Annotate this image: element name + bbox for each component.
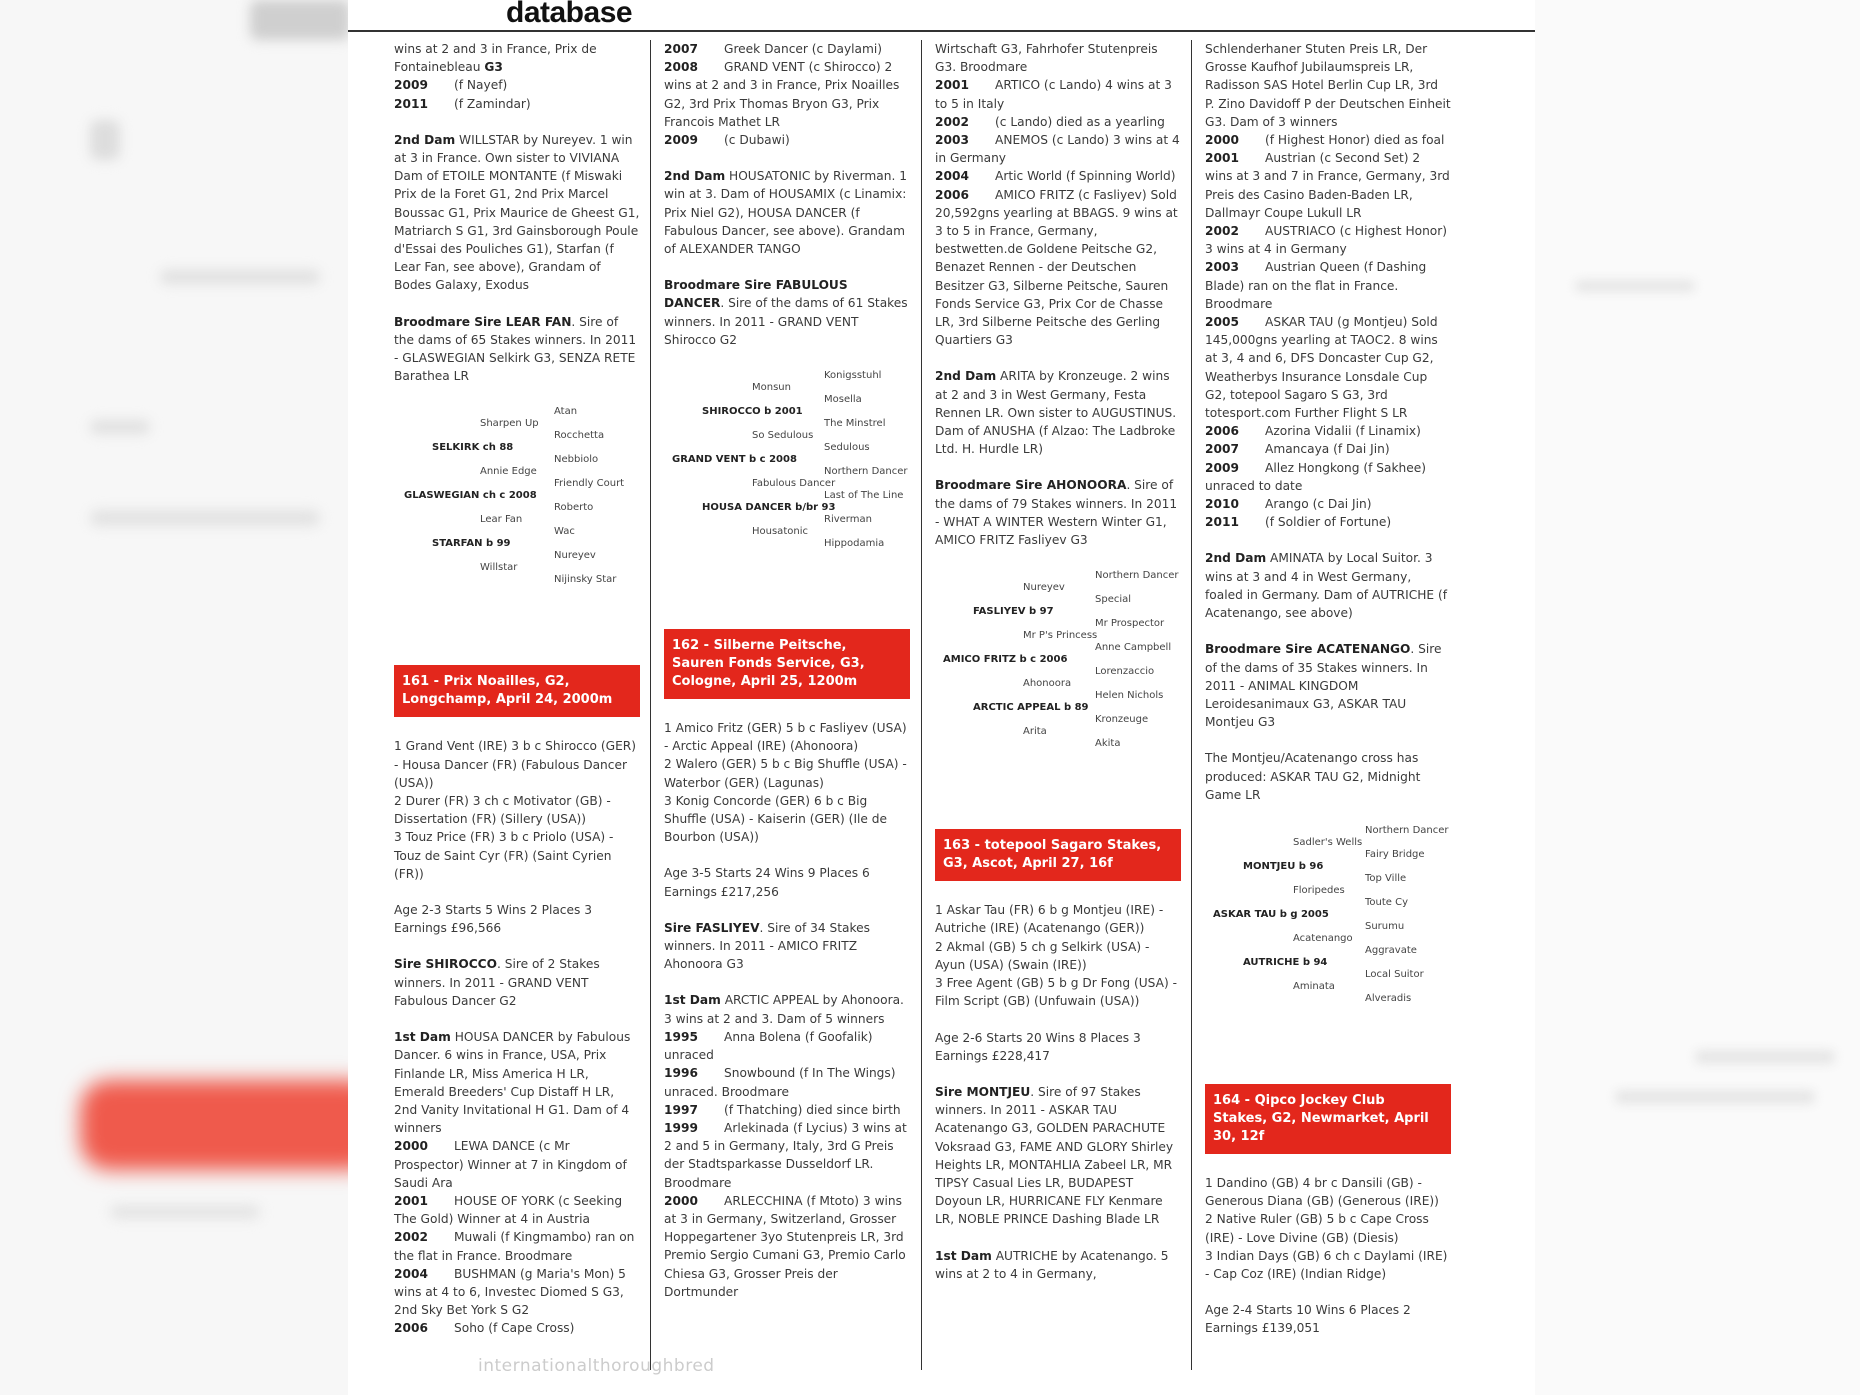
intro-text: wins at 2 and 3 in France, Prix de Fontainebleau G3 2009 (f Nayef) 2011 (f Zamindar) (394, 42, 597, 111)
sire-info: Sire MONTJEU. Sire of 97 Stakes winners. In 2011 - ASKAR TAU Acatenango G3, GOLDEN PARACHUTE Voksraad G3, FAME AND GLORY Shirley Heights LR, MONTAHLIA Zabeel LR, MR TIPSY Casual Lies LR, BUDAPEST Doyoun LR, HURRICANE FLY Kenmare LR, NOBLE PRINCE Dashing Blade LR (935, 1084, 1174, 1227)
second-dam: 2nd Dam HOUSATONIC by Riverman. 1 win at 3. Dam of HOUSAMIX (c Linamix: Prix Niel G2), HOUSA DANCER (f Fabulous Dancer, see above). Grandam of ALEXANDER TANGO (664, 169, 907, 257)
race-title-banner: 161 - Prix Noailles, G2, Longchamp, April 24, 2000m (394, 665, 640, 717)
masthead (348, 0, 1535, 32)
race-stats: Age 2-4 Starts 10 Wins 6 Places 2 Earnings £139,051 (1205, 1303, 1411, 1336)
broodmare-sire: Broodmare Sire FABULOUS DANCER. Sire of the dams of 61 Stakes winners. In 2011 - GRAND VENT Shirocco G2 (664, 278, 908, 347)
first-dam: 1st Dam AUTRICHE by Acatenango. 5 wins at 2 to 4 in Germany, (935, 1248, 1169, 1281)
race-results: 1 Dandino (GB) 4 br c Dansili (GB) - Generous Diana (GB) (Generous (IRE)) 2 Native Ruler (GB) 5 b c Cape Cross (IRE) - Love Divine (GB) (Diesis) 3 Indian Days (GB) 6 ch c Daylami (IRE) - Cap Coz (IRE) (Indian Ridge) (1205, 1175, 1448, 1281)
pedigree-chart: Northern Dancer Nureyev Special FASLIYEV b 97 Mr Prospector Mr P's Princess Anne Campbell AMICO FRITZ b c 2006 Lorenzaccio Ahonoora Helen Nichols ARCTIC APPEAL b 89 Kronzeuge Arita Akita (943, 570, 1179, 750)
magazine-page (348, 0, 1535, 1395)
column-divider (921, 40, 922, 1370)
race-title-banner: 162 - Silberne Peitsche, Sauren Fonds Service, G3, Cologne, April 25, 1200m (664, 629, 910, 699)
second-dam: 2nd Dam WILLSTAR by Nureyev. 1 win at 3 in France. Own sister to VIVIANA Dam of ETOILE MONTANTE (f Miswaki Prix de la Foret G1, 2nd Prix Marcel Boussac G1, Prix Maurice de Gheest G1, Matriarch S G1, 3rd Gainsborough Poule d'Essai des Pouliches G1), Starfan (f Lear Fan, see above), Grandam of Bodes Galaxy, Exodus (394, 132, 640, 293)
race-results: 1 Grand Vent (IRE) 3 b c Shirocco (GER) - Housa Dancer (FR) (Fabulous Dancer (USA)) 2 Durer (FR) 3 ch c Motivator (GB) - Dissertation (FR) (Sillery (USA)) 3 Touz Price (FR) 3 b c Priolo (USA) - Touz de Saint Cyr (FR) (Saint Cyrien (FR)) (394, 739, 637, 881)
column-divider (650, 40, 651, 1370)
column-1 (394, 40, 640, 1356)
broodmare-sire: Broodmare Sire ACATENANGO. Sire of the dams of 35 Stakes winners. In 2011 - ANIMAL KINGDOM Leroidesanimaux G3, ASKAR TAU Montjeu G3 (1205, 642, 1442, 730)
race-results: 1 Askar Tau (FR) 6 b g Montjeu (IRE) - Autriche (IRE) (Acatenango (GER)) 2 Akmal (GB) 5 ch g Selkirk (USA) - Ayun (USA) (Swain (IRE)) 3 Free Agent (GB) 5 b g Dr Fong (USA) - Film Script (GB) (Unfuwain (USA)) (935, 903, 1177, 1009)
race-stats: Age 3-5 Starts 24 Wins 9 Places 6 Earnings £217,256 (664, 866, 870, 899)
produce-record: Wirtschaft G3, Fahrhofer Stutenpreis G3. Broodmare 2001 ARTICO (c Lando) 4 wins at 3 to 5 in Italy 2002 (c Lando) died as a yearling 2003 ANEMOS (c Lando) 3 wins at 4 in Germany 2004 Artic World (f Spinning World) 2006 AMICO FRITZ (c Fasliyev) Sold 20,592gns yearling at BBAGS. 9 wins at 3 to 5 in France, Germany, bestwetten.de Goldene Peitsche G2, Benazet Rennen - der Deutschen Besitzer G3, Silberne Peitsche, Sauren Fonds Service G3, Prix Cor de Chasse LR, 3rd Silberne Peitsche des Gerling Quartiers G3 (935, 42, 1180, 348)
blurred-background-left (0, 0, 348, 1395)
column-4 (1205, 40, 1451, 1356)
column-3 (935, 40, 1181, 1301)
sire-info: Sire SHIROCCO. Sire of 2 Stakes winners. In 2011 - GRAND VENT Fabulous Dancer G2 (394, 957, 600, 1008)
page-title: database (506, 0, 633, 29)
race-stats: Age 2-6 Starts 20 Wins 8 Places 3 Earnings £228,417 (935, 1030, 1141, 1063)
pedigree-chart: Atan Sharpen Up Rocchetta SELKIRK ch 88 Nebbiolo Annie Edge Friendly Court GLASWEGIAN ch c 2008 Roberto Lear Fan Wac STARFAN b 99 Nureyev Willstar Nijinsky Star (404, 406, 625, 586)
race-title-banner: 164 - Qipco Jockey Club Stakes, G2, Newmarket, April 30, 12f (1205, 1084, 1451, 1154)
pedigree-chart: Northern Dancer Sadler's Wells Fairy Bridge MONTJEU b 96 Top Ville Floripedes Toute Cy ASKAR TAU b g 2005 Surumu Acatenango Aggravate AUTRICHE b 94 Local Suitor Aminata Alveradis (1213, 824, 1449, 1004)
sire-info: Sire FASLIYEV. Sire of 34 Stakes winners. In 2011 - AMICO FRITZ Ahonoora G3 (664, 920, 870, 972)
footer-watermark: internationalthoroughbred (478, 1356, 715, 1376)
second-dam: 2nd Dam AMINATA by Local Suitor. 3 wins at 3 and 4 in West Germany, foaled in Germany. Dam of AUTRICHE (f Acatenango, see above) (1205, 551, 1447, 621)
column-2 (664, 40, 910, 1319)
pedigree-chart: Konigsstuhl Monsun Mosella SHIROCCO b 2001 The Minstrel So Sedulous Sedulous GRAND VENT b c 2008 Northern Dancer Fabulous Dancer Last of The Line HOUSA DANCER b/br 93 Riverman Housatonic Hippodamia (672, 370, 908, 550)
produce-record: Schlenderhaner Stuten Preis LR, Der Grosse Kaufhof Jubilaumspreis LR, Radisson SAS Hotel Berlin Cup LR, 3rd P. Zino Davidoff P der Deutschen Einheit G3. Dam of 3 winners 2000 (f Highest Honor) died as foal 2001 Austrian (c Second Set) 2 wins at 3 and 7 in France, Germany, 3rd Preis des Casino Baden-Baden LR, Dallmayr Coupe Lukull LR 2002 AUSTRIACO (c Highest Honor) 3 wins at 4 in Germany 2003 Austrian Queen (f Dashing Blade) ran on the flat in France. Broodmare 2005 ASKAR TAU (g Montjeu) Sold 145,000gns yearling at TAOC2. 8 wins at 3, 4 and 6, DFS Doncaster Cup G2, Weatherbys Insurance Lonsdale Cup G2, totepool Sagaro S G3, 3rd totesport.com Further Flight S LR 2006 Azorina Vidalii (f Linamix) 2007 Amancaya (f Dai Jin) 2009 Allez Hongkong (f Sakhee) unraced to date 2010 Arango (c Dai Jin) 2011 (f Soldier of Fortune) (1205, 42, 1451, 530)
first-dam: 1st Dam HOUSA DANCER by Fabulous Dancer. 6 wins in France, USA, Prix Finlande LR, Miss America H LR, Emerald Breeders' Cup Distaff H LR, 2nd Vanity Invitational H G1. Dam of 4 winners 2000 LEWA DANCE (c Mr Prospector) Winner at 7 in Kingdom of Saudi Ara 2001 HOUSE OF YORK (c Seeking The Gold) Winner at 4 in Austria 2002 Muwali (f Kingmambo) ran on the flat in France. Broodmare 2004 BUSHMAN (g Maria's Mon) 5 wins at 4 to 6, Investec Diomed S G3, 2nd Sky Bet York S G2 2006 Soho (f Cape Cross) (394, 1030, 635, 1336)
first-dam: 1st Dam ARCTIC APPEAL by Ahonoora. 3 wins at 2 and 3. Dam of 5 winners 1995 Anna Bolena (f Goofalik) unraced 1996 Snowbound (f In The Wings) unraced. Broodmare 1997 (f Thatching) died since birth 1999 Arlekinada (f Lycius) 3 wins at 2 and 5 in Germany, Italy, 3rd G Preis der Stadtsparkasse Dusseldorf LR. Broodmare 2000 ARLECCHINA (f Mtoto) 3 wins at 3 in Germany, Switzerland, Grosser Hoppegartener 3yo Stutenpreis LR, 3rd Premio Sergio Cumani G3, Premio Carlo Chiesa G3, Grosser Preis der Dortmunder (664, 993, 907, 1299)
race-stats: Age 2-3 Starts 5 Wins 2 Places 3 Earnings £96,566 (394, 903, 592, 936)
race-results: 1 Amico Fritz (GER) 5 b c Fasliyev (USA) - Arctic Appeal (IRE) (Ahonoora) 2 Walero (GER) 5 b c Big Shuffle (USA) - Waterbor (GER) (Lagunas) 3 Konig Concorde (GER) 6 b c Big Shuffle (USA) - Kaiserin (GER) (Ile de Bourbon (USA)) (664, 721, 907, 845)
blurred-background-right (1535, 0, 1860, 1395)
broodmare-sire: Broodmare Sire AHONOORA. Sire of the dams of 79 Stakes winners. In 2011 - WHAT A WINTER Western Winter G1, AMICO FRITZ Fasliyev G3 (935, 478, 1178, 548)
cross-note: The Montjeu/Acatenango cross has produced: ASKAR TAU G2, Midnight Game LR (1205, 751, 1421, 802)
race-title-banner: 163 - totepool Sagaro Stakes, G3, Ascot, April 27, 16f (935, 829, 1181, 881)
column-divider (1191, 40, 1192, 1370)
broodmare-sire: Broodmare Sire LEAR FAN. Sire of the dams of 65 Stakes winners. In 2011 - GLASWEGIAN Selkirk G3, SENZA RETE Barathea LR (394, 314, 637, 384)
produce-record: 2007 Greek Dancer (c Daylami) 2008 GRAND VENT (c Shirocco) 2 wins at 2 and 3 in France, Prix Noailles G2, 3rd Prix Thomas Bryon G3, Prix Francois Mathet LR 2009 (c Dubawi) (664, 42, 900, 148)
second-dam: 2nd Dam ARITA by Kronzeuge. 2 wins at 2 and 3 in West Germany, Festa Rennen LR. Own sister to AUGUSTINUS. Dam of ANUSHA (f Alzao: The Ladbroke Ltd. H. Hurdle LR) (935, 369, 1177, 457)
